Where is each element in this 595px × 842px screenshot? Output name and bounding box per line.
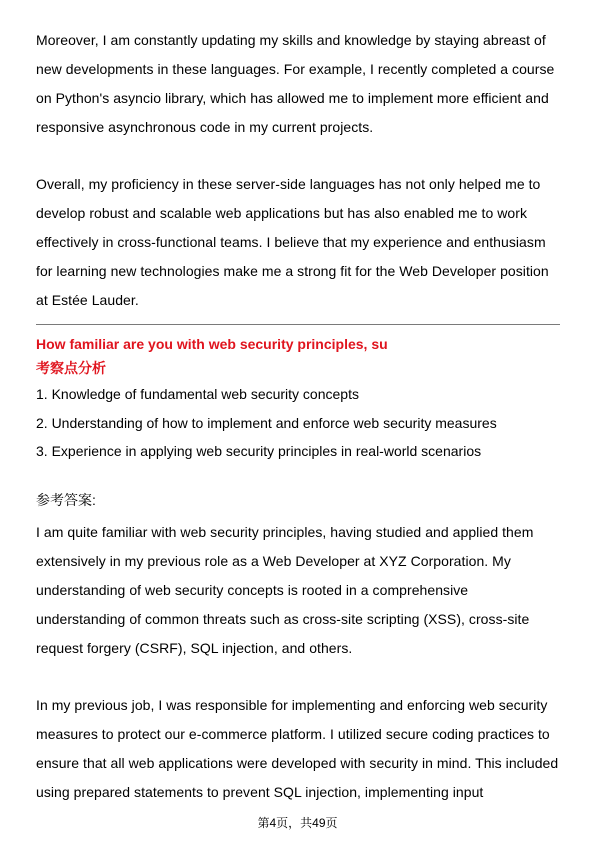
section-divider bbox=[36, 324, 560, 325]
paragraph-gap bbox=[36, 466, 560, 490]
analysis-points-list bbox=[36, 380, 560, 466]
paragraph-gap bbox=[36, 142, 560, 170]
intro-paragraph-1: Moreover, I am constantly updating my skills and knowledge by staying abreast of new developments in these languages. For example, I recently completed a course on Python's asyncio library, which has allowed me to implement more efficient and responsive asynchronous code in my current projects. bbox=[36, 32, 555, 135]
answer-paragraph-2: In my previous job, I was responsible for implementing and enforcing web security measures to protect our e-commerce platform. I utilized secure coding practices to ensure that all web applications were developed with security in mind. This included using prepared statements to prevent SQL injection, implementing input bbox=[36, 696, 559, 800]
intro-paragraph-2: Overall, my proficiency in these server-side languages has not only helped me to develop robust and scalable web applications but has also enabled me to work effectively in cross-functional teams. I believe that my experience and enthusiasm for learning new technologies make me a strong fit for the Web Developer position at Estée Lauder. bbox=[36, 176, 549, 308]
analysis-point-3: 3. Experience in applying web security principles in real-world scenarios bbox=[36, 443, 482, 459]
paragraph-gap bbox=[36, 663, 560, 691]
answer-label: 参考答案: bbox=[36, 491, 96, 508]
analysis-label: 考察点分析 bbox=[36, 360, 106, 376]
analysis-point-1: 1. Knowledge of fundamental web security concepts bbox=[36, 386, 359, 402]
page-content bbox=[36, 26, 560, 807]
analysis-point-2: 2. Understanding of how to implement and enforce web security measures bbox=[36, 414, 497, 431]
page-number-footer: 第4页，共49页 bbox=[257, 816, 338, 830]
question-heading: How familiar are you with web security principles, su bbox=[36, 336, 388, 352]
answer-paragraph-1: I am quite familiar with web security principles, having studied and applied them extensively in my previous role as a Web Developer at XYZ Corporation. My understanding of web security concepts is rooted in a comprehensive understanding of common threats such as cross-site scripting (XSS), cross-site request forgery (CSRF), SQL injection, and others. bbox=[36, 523, 534, 656]
